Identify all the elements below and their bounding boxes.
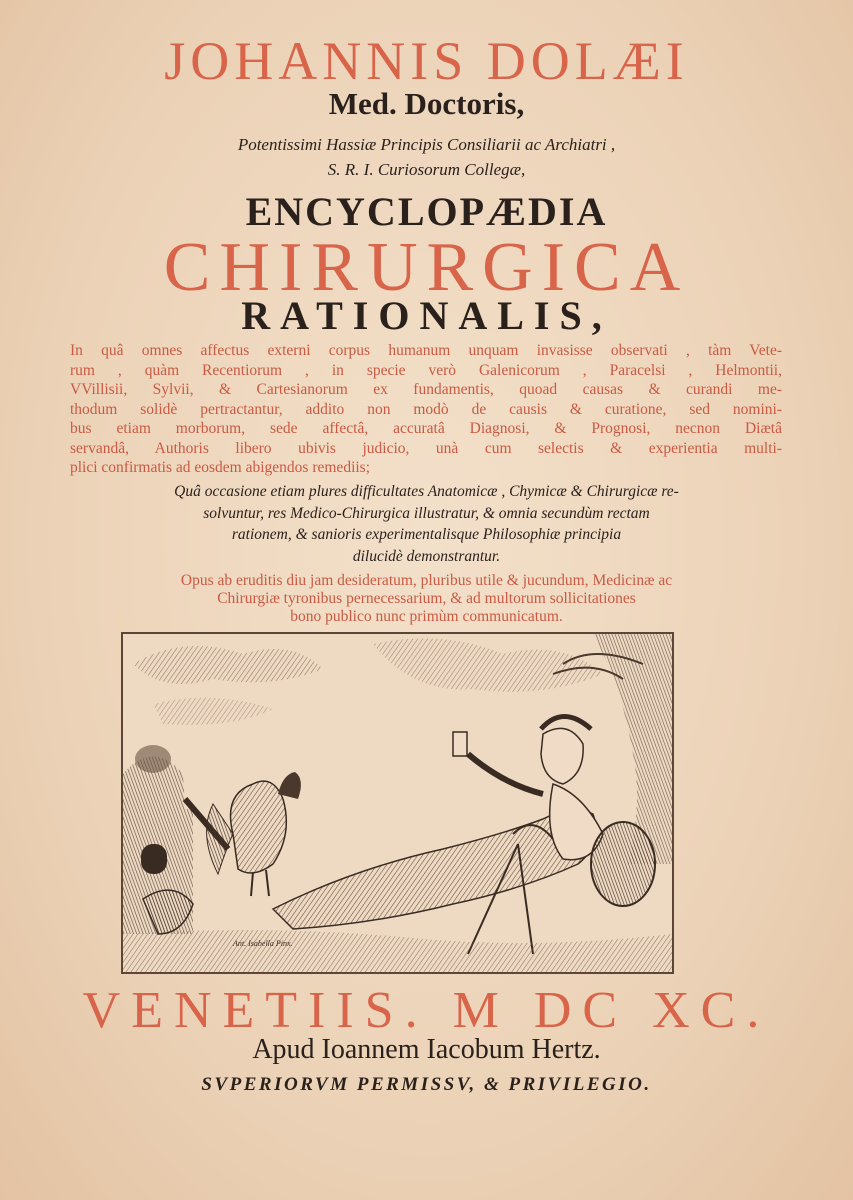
engraving-signature: Ant. Isabella Pinx. xyxy=(233,939,293,948)
description-line: rum , quàm Recentiorum , in specie verò Galenicorum , Paracelsi , Helmontii, xyxy=(70,361,782,379)
engraving-illustration xyxy=(123,634,672,972)
imprint-privilege: SVPERIORVM PERMISSV, & PRIVILEGIO. xyxy=(201,1074,652,1095)
occasion-line: solvuntur, res Medico-Chirurgica illustratur, & omnia secundùm rectam xyxy=(203,504,650,522)
author-degree: Med. Doctoris, xyxy=(328,86,525,121)
description-line: thodum solidè pertractantur, addito non modò de causis & curatione, sed nomini- xyxy=(70,400,782,418)
title-line-2: CHIRURGICA xyxy=(163,229,690,306)
occasion-paragraph xyxy=(60,481,793,567)
opus-paragraph xyxy=(60,572,793,626)
opus-line: Opus ab eruditis diu jam desideratum, pluribus utile & jucundum, Medicinæ ac xyxy=(180,572,673,589)
author-position: Potentissimi Hassiæ Principis Consiliarii ac Archiatri , xyxy=(237,135,616,154)
imprint-printer: Apud Ioannem Iacobum Hertz. xyxy=(252,1034,601,1065)
title-line-1: ENCYCLOPÆDIA xyxy=(245,189,608,234)
imprint-city-date: VENETIIS. M DC XC. xyxy=(82,982,771,1039)
occasion-line: Quâ occasione etiam plures difficultates Anatomicæ , Chymicæ & Chirurgicæ re- xyxy=(174,483,679,500)
frontispiece-engraving xyxy=(121,632,674,974)
occasion-line: dilucidè demonstrantur. xyxy=(352,547,501,565)
opus-line: bono publico nunc primùm communicatum. xyxy=(290,608,563,625)
description-paragraph xyxy=(70,341,782,478)
author-society: S. R. I. Curiosorum Collegæ, xyxy=(327,160,526,179)
description-line: VVillisii, Sylvii, & Cartesianorum ex fundamentis, quoad causas & curandi me- xyxy=(70,381,782,398)
description-line: In quâ omnes affectus externi corpus humanum unquam invasisse observati , tàm Vete- xyxy=(70,342,782,359)
description-line: bus etiam morborum, sede affectâ, accuratâ Diagnosi, & Prognosi, necnon Diætâ xyxy=(70,420,782,437)
description-line: servandâ, Authoris libero ubivis judicio, unà cum selectis & experientia multi- xyxy=(70,439,782,457)
title-line-3: RATIONALIS, xyxy=(241,293,612,338)
author-name: JOHANNIS DOLÆI xyxy=(164,31,689,91)
shield-shape xyxy=(591,822,655,906)
opus-line: Chirurgiæ tyronibus pernecessarium, & ad multorum sollicitationes xyxy=(217,590,636,607)
description-line: plici confirmatis ad eosdem abigendos remediis; xyxy=(70,459,371,476)
occasion-line: rationem, & sanioris experimentalisque Philosophiæ principia xyxy=(231,526,622,543)
